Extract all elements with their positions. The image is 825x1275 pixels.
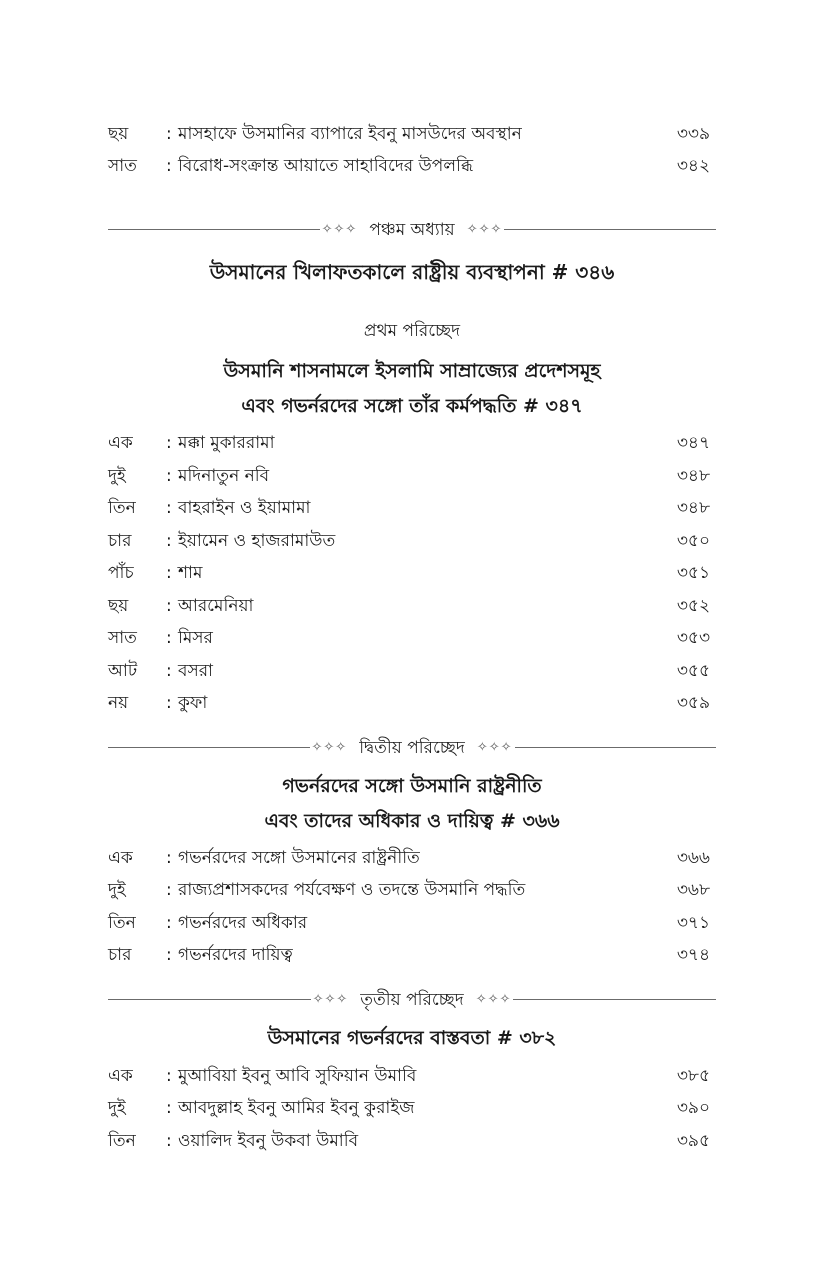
entry-page: ৩৫০	[676, 531, 710, 551]
entry-title: ইয়ামেন ও হাজরামাউত	[178, 531, 336, 551]
entry-number: তিন	[108, 1131, 136, 1151]
entry-colon: :	[166, 1098, 172, 1118]
section-title-line1: উসমানি শাসনামলে ইসলামি সাম্রাজ্যের প্রদেশসমূহ	[223, 360, 601, 382]
entry-page: ৩৫৩	[676, 628, 710, 648]
toc-entry	[108, 591, 712, 621]
entry-title: রাজ্যপ্রশাসকদের পর্যবেক্ষণ ও তদন্তে উসমানি পদ্ধতি	[178, 880, 526, 900]
section-divider	[108, 732, 716, 762]
entry-title: কুফা	[178, 693, 208, 713]
entry-number: নয়	[108, 693, 129, 713]
entry-number: এক	[108, 1066, 133, 1086]
entry-number: এক	[108, 848, 133, 868]
entry-page: ৩৮৫	[676, 1066, 710, 1086]
ornament-left-icon: ✧✧✧	[310, 733, 350, 763]
section-title-line1: গভর্নরদের সঙ্গো উসমানি রাষ্ট্রনীতি	[282, 775, 542, 797]
section-title-line1: উসমানের গভর্নরদের বাস্তবতা # ৩৮২	[267, 1027, 557, 1049]
entry-colon: :	[166, 693, 172, 713]
entry-colon: :	[166, 466, 172, 486]
toc-entry	[108, 461, 712, 491]
section-label: দ্বিতীয় পরিচ্ছেদ	[349, 733, 475, 763]
entry-page: ৩৫২	[676, 596, 710, 616]
entry-page: ৩৬৬	[676, 848, 710, 868]
entry-title: ওয়ালিদ ইবনু উকবা উমাবি	[178, 1131, 359, 1151]
toc-entry	[108, 151, 712, 181]
entry-title: আবদুল্লাহ ইবনু আমির ইবনু কুরাইজ	[178, 1098, 415, 1118]
entry-title: মুআবিয়া ইবনু আবি সুফিয়ান উমাবি	[178, 1066, 417, 1086]
entry-colon: :	[166, 498, 172, 518]
toc-entry	[108, 1061, 712, 1091]
entry-title: বসরা	[178, 661, 213, 681]
entry-page: ৩৯৫	[676, 1131, 710, 1151]
entry-colon: :	[166, 124, 172, 144]
toc-entry	[108, 688, 712, 718]
entry-title: মক্কা মুকাররামা	[178, 433, 275, 453]
entry-page: ৩৫৫	[676, 661, 710, 681]
entry-title: বাহরাইন ও ইয়ামামা	[178, 498, 311, 518]
entry-page: ৩৭১	[676, 913, 710, 933]
entry-colon: :	[166, 1066, 172, 1086]
entry-number: চার	[108, 531, 132, 551]
ornament-left-icon: ✧✧✧	[311, 985, 351, 1015]
entry-colon: :	[166, 433, 172, 453]
entry-title: গভর্নরদের সঙ্গো উসমানের রাষ্ট্রনীতি	[178, 848, 420, 868]
toc-entry	[108, 656, 712, 686]
toc-entry	[108, 940, 712, 970]
entry-number: ছয়	[108, 124, 129, 144]
toc-entry	[108, 1126, 712, 1156]
entry-number: এক	[108, 433, 133, 453]
toc-entry	[108, 493, 712, 523]
entry-page: ৩৪৭	[676, 433, 710, 453]
entry-colon: :	[166, 848, 172, 868]
entry-page: ৩৫১	[676, 563, 710, 583]
entry-title: গভর্নরদের দায়িত্ব	[178, 945, 293, 965]
toc-entry	[108, 1093, 712, 1123]
section-label: তৃতীয় পরিচ্ছেদ	[350, 985, 473, 1015]
toc-entry	[108, 119, 712, 149]
entry-title: মিসর	[178, 628, 213, 648]
entry-page: ৩৩৯	[676, 124, 710, 144]
toc-entry	[108, 623, 712, 653]
entry-title: গভর্নরদের অধিকার	[178, 913, 308, 933]
entry-colon: :	[166, 628, 172, 648]
entry-page: ৩৬৮	[676, 880, 710, 900]
chapter-title: উসমানের খিলাফতকালে রাষ্ট্রীয় ব্যবস্থাপনা # ৩৪৬	[209, 260, 615, 284]
entry-page: ৩৪৮	[676, 498, 710, 518]
section-title-line2: এবং তাদের অধিকার ও দায়িত্ব # ৩৬৬	[264, 810, 560, 832]
entry-colon: :	[166, 596, 172, 616]
entry-number: আট	[108, 661, 138, 681]
entry-number: পাঁচ	[108, 563, 134, 583]
entry-title: শাম	[178, 563, 203, 583]
section-label: প্রথম পরিচ্ছেদ	[363, 321, 461, 341]
ornament-right-icon: ✧✧✧	[475, 733, 515, 763]
ornament-right-icon: ✧✧✧	[474, 985, 514, 1015]
entry-number: ছয়	[108, 596, 129, 616]
entry-colon: :	[166, 156, 172, 176]
entry-colon: :	[166, 531, 172, 551]
ornament-left-icon: ✧✧✧	[320, 215, 360, 245]
toc-entry	[108, 875, 712, 905]
entry-colon: :	[166, 563, 172, 583]
entry-title: মাসহাফে উসমানির ব্যাপারে ইবনু মাসউদের অবস্থান	[178, 124, 522, 144]
entry-number: দুই	[108, 1098, 126, 1118]
entry-number: তিন	[108, 498, 136, 518]
entry-page: ৩৯০	[676, 1098, 710, 1118]
entry-number: চার	[108, 945, 132, 965]
entry-page: ৩৫৯	[676, 693, 710, 713]
entry-number: দুই	[108, 880, 126, 900]
entry-colon: :	[166, 661, 172, 681]
entry-number: তিন	[108, 913, 136, 933]
section-title-line2: এবং গভর্নরদের সঙ্গো তাঁর কর্মপদ্ধতি # ৩৪৭	[241, 395, 583, 417]
entry-colon: :	[166, 880, 172, 900]
entry-number: সাত	[108, 628, 137, 648]
toc-entry	[108, 558, 712, 588]
entry-colon: :	[166, 913, 172, 933]
entry-number: সাত	[108, 156, 137, 176]
toc-entry	[108, 526, 712, 556]
ornament-right-icon: ✧✧✧	[465, 215, 505, 245]
entry-page: ৩৪৮	[676, 466, 710, 486]
entry-page: ৩৭৪	[676, 945, 710, 965]
entry-title: মদিনাতুন নবি	[178, 466, 270, 486]
entry-colon: :	[166, 945, 172, 965]
entry-page: ৩৪২	[676, 156, 710, 176]
entry-number: দুই	[108, 466, 126, 486]
toc-entry	[108, 428, 712, 458]
entry-colon: :	[166, 1131, 172, 1151]
toc-entry	[108, 908, 712, 938]
entry-title: আরমেনিয়া	[178, 596, 254, 616]
section-divider	[108, 984, 716, 1014]
toc-entry	[108, 843, 712, 873]
entry-title: বিরোধ-সংক্রান্ত আয়াতে সাহাবিদের উপলব্ধি	[178, 156, 474, 176]
chapter-divider	[108, 214, 716, 244]
chapter-label: পঞ্চম অধ্যায়	[359, 215, 464, 245]
